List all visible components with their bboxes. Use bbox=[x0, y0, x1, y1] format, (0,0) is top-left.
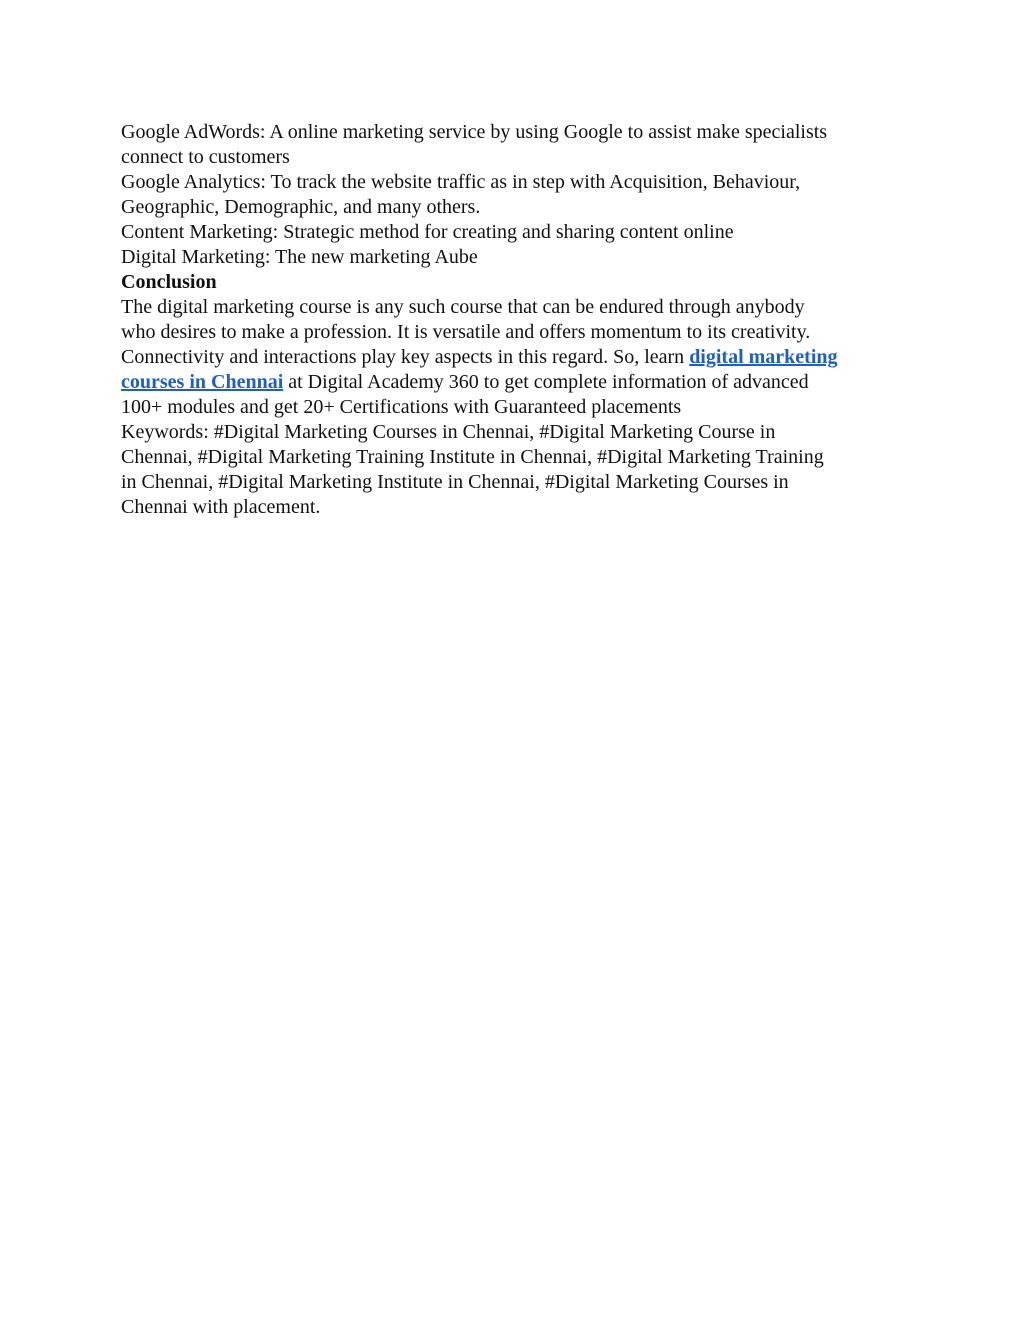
text-line: Google AdWords: A online marketing service by using Google to assist make specialists bbox=[121, 121, 828, 143]
conclusion-line: The digital marketing course is any such course that can be endured through anybody bbox=[121, 296, 805, 318]
text-line: Geographic, Demographic, and many others. bbox=[121, 196, 481, 218]
keywords-line: in Chennai, #Digital Marketing Institute in Chennai, #Digital Marketing Courses in bbox=[121, 471, 789, 493]
keywords-line: Chennai, #Digital Marketing Training Institute in Chennai, #Digital Marketing Training bbox=[121, 446, 824, 468]
conclusion-line: 100+ modules and get 20+ Certifications with Guaranteed placements bbox=[121, 396, 682, 418]
keywords-line: Keywords: #Digital Marketing Courses in Chennai, #Digital Marketing Course in bbox=[121, 421, 776, 443]
text-line: Content Marketing: Strategic method for creating and sharing content online bbox=[121, 221, 734, 243]
course-link-part2[interactable]: courses in Chennai bbox=[121, 371, 284, 393]
conclusion-text: Connectivity and interactions play key aspects in this regard. So, learn bbox=[121, 346, 690, 368]
text-line: Google Analytics: To track the website traffic as in step with Acquisition, Behaviour, bbox=[121, 171, 801, 193]
text-line: Digital Marketing: The new marketing Aube bbox=[121, 246, 478, 268]
course-link-part1[interactable]: digital marketing bbox=[689, 346, 838, 368]
conclusion-line bbox=[121, 370, 911, 395]
keywords-line: Chennai with placement. bbox=[121, 496, 321, 518]
conclusion-text: at Digital Academy 360 to get complete information of advanced bbox=[283, 371, 809, 393]
conclusion-heading: Conclusion bbox=[121, 271, 217, 293]
text-line: connect to customers bbox=[121, 146, 290, 168]
conclusion-line: who desires to make a profession. It is versatile and offers momentum to its creativity. bbox=[121, 321, 811, 343]
conclusion-line bbox=[121, 345, 911, 370]
document-page bbox=[121, 120, 911, 520]
